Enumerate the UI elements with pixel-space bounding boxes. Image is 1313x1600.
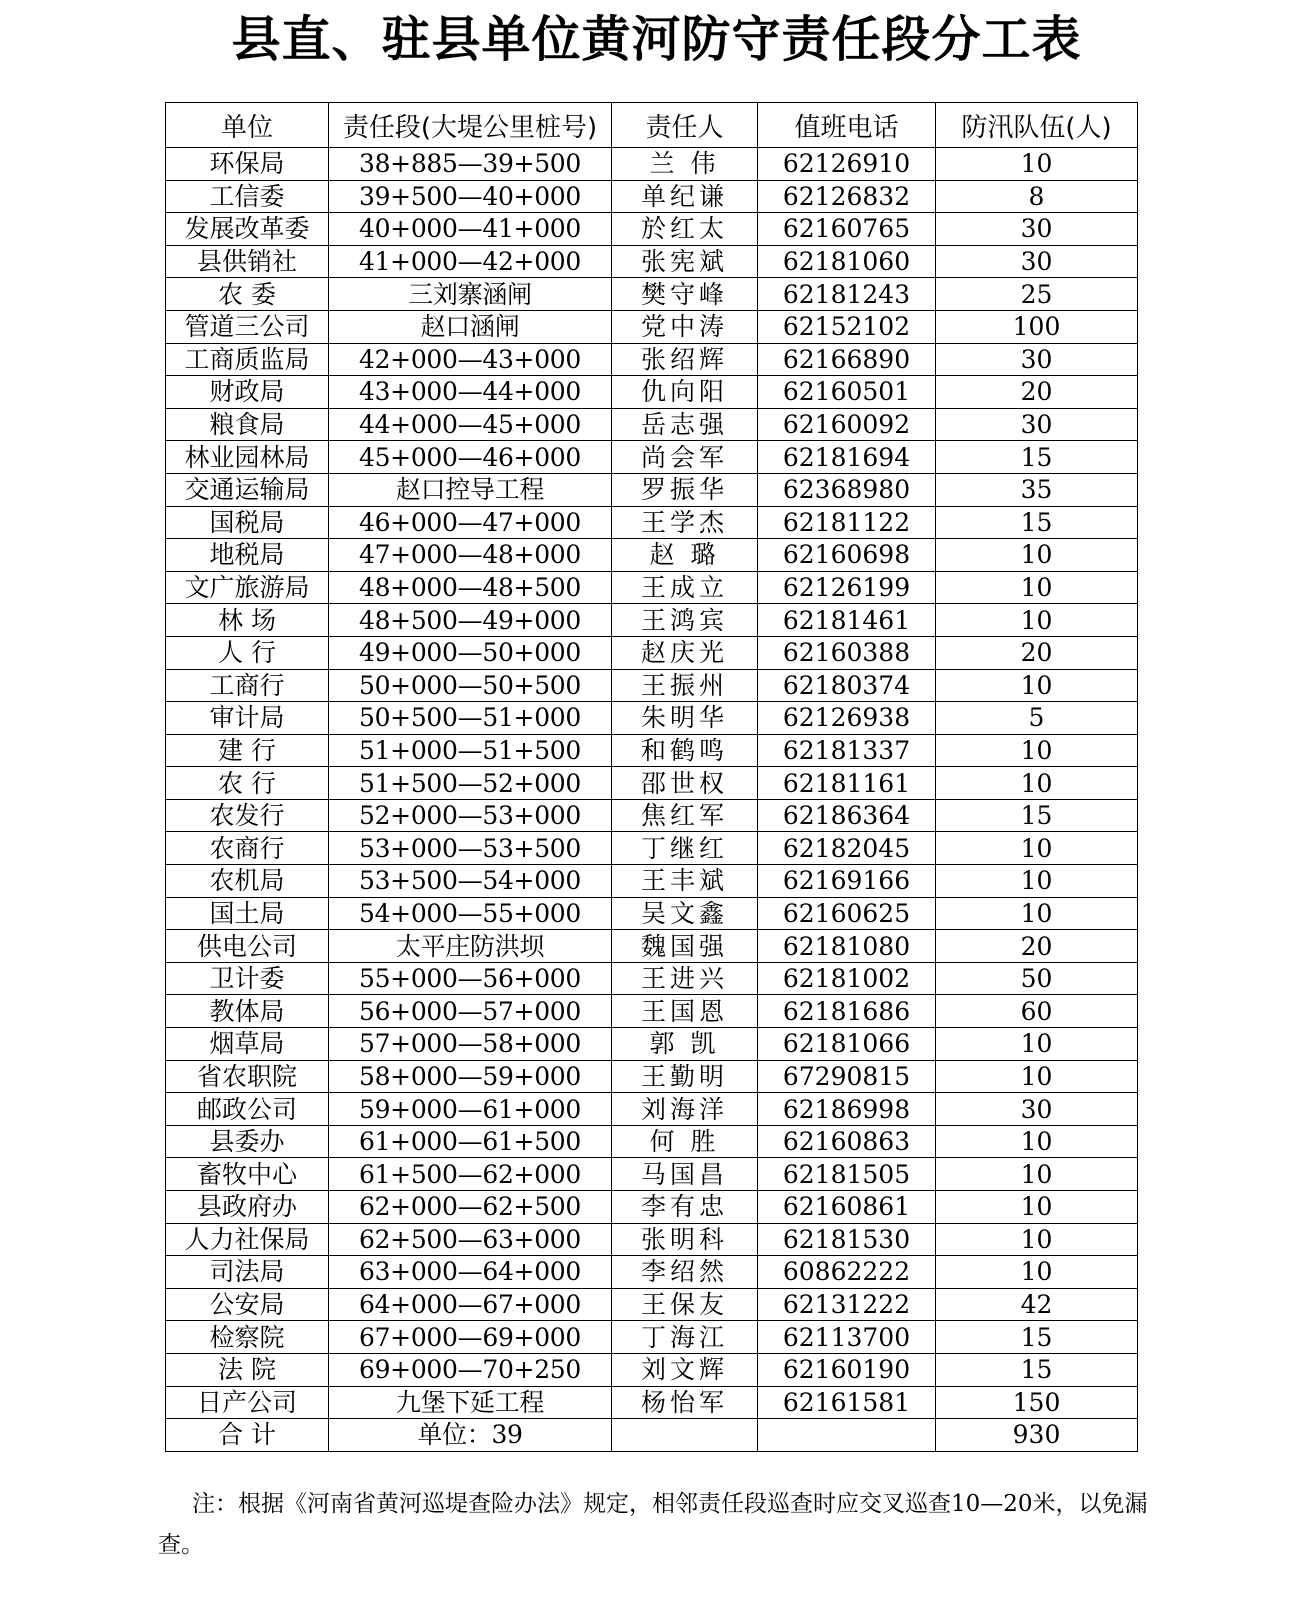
unit-cell: 交通运输局 xyxy=(166,473,329,506)
team-size-cell: 10 xyxy=(936,1028,1138,1061)
team-size-cell: 42 xyxy=(936,1288,1138,1321)
unit-cell: 国土局 xyxy=(166,897,329,930)
table-row xyxy=(166,1060,1138,1093)
team-size-cell: 30 xyxy=(936,408,1138,441)
team-size-cell: 15 xyxy=(936,506,1138,539)
unit-cell: 农 委 xyxy=(166,278,329,311)
person-cell: 刘文辉 xyxy=(612,1353,758,1386)
unit-cell: 农商行 xyxy=(166,832,329,865)
segment-cell: 38+885—39+500 xyxy=(329,148,612,181)
phone-cell: 62181694 xyxy=(758,441,936,474)
phone-cell: 62181505 xyxy=(758,1158,936,1191)
segment-cell: 39+500—40+000 xyxy=(329,180,612,213)
phone-cell: 62126832 xyxy=(758,180,936,213)
segment-cell: 51+000—51+500 xyxy=(329,734,612,767)
table-row xyxy=(166,148,1138,181)
unit-cell: 文广旅游局 xyxy=(166,571,329,604)
team-size-cell: 60 xyxy=(936,995,1138,1028)
person-cell: 李有忠 xyxy=(612,1191,758,1224)
table-row xyxy=(166,734,1138,767)
table-row xyxy=(166,702,1138,735)
unit-cell: 烟草局 xyxy=(166,1028,329,1061)
segment-cell: 67+000—69+000 xyxy=(329,1321,612,1354)
table-row xyxy=(166,669,1138,702)
phone-cell: 62169166 xyxy=(758,865,936,898)
unit-cell: 工商质监局 xyxy=(166,343,329,376)
phone-cell: 62181060 xyxy=(758,245,936,278)
person-cell: 吴文鑫 xyxy=(612,897,758,930)
team-size-cell: 30 xyxy=(936,1093,1138,1126)
table-row xyxy=(166,1353,1138,1386)
header-phone: 值班电话 xyxy=(758,103,936,148)
phone-cell: 62182045 xyxy=(758,832,936,865)
segment-cell: 59+000—61+000 xyxy=(329,1093,612,1126)
unit-cell: 公安局 xyxy=(166,1288,329,1321)
segment-cell: 48+000—48+500 xyxy=(329,571,612,604)
person-cell: 兰 伟 xyxy=(612,148,758,181)
person-cell: 王成立 xyxy=(612,571,758,604)
table-row xyxy=(166,897,1138,930)
header-segment: 责任段(大堤公里桩号) xyxy=(329,103,612,148)
segment-cell: 46+000—47+000 xyxy=(329,506,612,539)
table-row xyxy=(166,1158,1138,1191)
phone-cell: 62368980 xyxy=(758,473,936,506)
team-size-cell: 50 xyxy=(936,962,1138,995)
person-cell: 张绍辉 xyxy=(612,343,758,376)
person-cell: 张宪斌 xyxy=(612,245,758,278)
phone-cell: 62166890 xyxy=(758,343,936,376)
team-size-cell: 10 xyxy=(936,604,1138,637)
phone-cell: 62181161 xyxy=(758,767,936,800)
segment-cell: 61+000—61+500 xyxy=(329,1125,612,1158)
team-size-cell: 10 xyxy=(936,1060,1138,1093)
header-person: 责任人 xyxy=(612,103,758,148)
table-row xyxy=(166,604,1138,637)
table-body xyxy=(166,148,1138,1452)
person-cell: 丁海江 xyxy=(612,1321,758,1354)
segment-cell: 47+000—48+000 xyxy=(329,539,612,572)
person-cell: 王丰斌 xyxy=(612,865,758,898)
person-cell: 樊守峰 xyxy=(612,278,758,311)
table-row xyxy=(166,832,1138,865)
segment-cell: 50+000—50+500 xyxy=(329,669,612,702)
unit-cell: 县政府办 xyxy=(166,1191,329,1224)
phone-cell: 62181243 xyxy=(758,278,936,311)
phone-cell: 62181337 xyxy=(758,734,936,767)
team-size-cell: 35 xyxy=(936,473,1138,506)
unit-cell: 日产公司 xyxy=(166,1386,329,1419)
table-row xyxy=(166,245,1138,278)
team-size-cell: 15 xyxy=(936,1321,1138,1354)
phone-cell: 62181002 xyxy=(758,962,936,995)
person-cell: 张明科 xyxy=(612,1223,758,1256)
unit-cell: 粮食局 xyxy=(166,408,329,441)
table-row xyxy=(166,995,1138,1028)
table-row xyxy=(166,1223,1138,1256)
segment-cell: 56+000—57+000 xyxy=(329,995,612,1028)
unit-cell: 教体局 xyxy=(166,995,329,1028)
unit-cell: 农发行 xyxy=(166,799,329,832)
segment-cell: 43+000—44+000 xyxy=(329,376,612,409)
team-size-cell: 10 xyxy=(936,767,1138,800)
unit-cell: 国税局 xyxy=(166,506,329,539)
segment-cell: 64+000—67+000 xyxy=(329,1288,612,1321)
phone-cell: 62126938 xyxy=(758,702,936,735)
unit-cell: 司法局 xyxy=(166,1256,329,1289)
unit-cell: 发展改革委 xyxy=(166,213,329,246)
phone-cell: 67290815 xyxy=(758,1060,936,1093)
team-size-cell: 10 xyxy=(936,1125,1138,1158)
person-cell xyxy=(612,1419,758,1452)
segment-cell: 49+000—50+000 xyxy=(329,636,612,669)
unit-cell: 工商行 xyxy=(166,669,329,702)
phone-cell: 62181530 xyxy=(758,1223,936,1256)
table-row xyxy=(166,441,1138,474)
team-size-cell: 15 xyxy=(936,441,1138,474)
segment-cell: 50+500—51+000 xyxy=(329,702,612,735)
team-size-cell: 30 xyxy=(936,245,1138,278)
unit-cell: 审计局 xyxy=(166,702,329,735)
phone-cell: 62161581 xyxy=(758,1386,936,1419)
table-row xyxy=(166,310,1138,343)
table-row xyxy=(166,408,1138,441)
unit-cell: 县委办 xyxy=(166,1125,329,1158)
team-size-cell: 10 xyxy=(936,571,1138,604)
unit-cell: 省农职院 xyxy=(166,1060,329,1093)
phone-cell: 62160092 xyxy=(758,408,936,441)
segment-cell: 九堡下延工程 xyxy=(329,1386,612,1419)
team-size-cell: 10 xyxy=(936,897,1138,930)
table-row xyxy=(166,278,1138,311)
phone-cell: 62181122 xyxy=(758,506,936,539)
phone-cell: 62113700 xyxy=(758,1321,936,1354)
responsibility-table xyxy=(165,102,1138,1452)
person-cell: 杨怡军 xyxy=(612,1386,758,1419)
person-cell: 仇向阳 xyxy=(612,376,758,409)
team-size-cell: 8 xyxy=(936,180,1138,213)
segment-cell: 太平庄防洪坝 xyxy=(329,930,612,963)
phone-cell: 62160698 xyxy=(758,539,936,572)
team-size-cell: 150 xyxy=(936,1386,1138,1419)
unit-cell: 法 院 xyxy=(166,1353,329,1386)
phone-cell xyxy=(758,1419,936,1452)
table-row xyxy=(166,1288,1138,1321)
table-row xyxy=(166,180,1138,213)
phone-cell: 62181066 xyxy=(758,1028,936,1061)
unit-cell: 人力社保局 xyxy=(166,1223,329,1256)
unit-cell: 卫计委 xyxy=(166,962,329,995)
unit-cell: 供电公司 xyxy=(166,930,329,963)
team-size-cell: 30 xyxy=(936,213,1138,246)
table-row xyxy=(166,1256,1138,1289)
segment-cell: 54+000—55+000 xyxy=(329,897,612,930)
phone-cell: 62181461 xyxy=(758,604,936,637)
person-cell: 王学杰 xyxy=(612,506,758,539)
segment-cell: 51+500—52+000 xyxy=(329,767,612,800)
person-cell: 王国恩 xyxy=(612,995,758,1028)
unit-cell: 地税局 xyxy=(166,539,329,572)
team-size-cell: 10 xyxy=(936,1191,1138,1224)
person-cell: 尚会军 xyxy=(612,441,758,474)
unit-cell: 邮政公司 xyxy=(166,1093,329,1126)
team-size-cell: 10 xyxy=(936,148,1138,181)
header-team: 防汛队伍(人) xyxy=(936,103,1138,148)
segment-cell: 63+000—64+000 xyxy=(329,1256,612,1289)
team-size-cell: 15 xyxy=(936,1353,1138,1386)
segment-cell: 赵口涵闸 xyxy=(329,310,612,343)
person-cell: 王进兴 xyxy=(612,962,758,995)
person-cell: 於红太 xyxy=(612,213,758,246)
person-cell: 朱明华 xyxy=(612,702,758,735)
unit-cell: 农机局 xyxy=(166,865,329,898)
person-cell: 李绍然 xyxy=(612,1256,758,1289)
table-row xyxy=(166,636,1138,669)
person-cell: 单纪谦 xyxy=(612,180,758,213)
phone-cell: 62160501 xyxy=(758,376,936,409)
segment-cell: 52+000—53+000 xyxy=(329,799,612,832)
segment-cell: 53+500—54+000 xyxy=(329,865,612,898)
person-cell: 丁继红 xyxy=(612,832,758,865)
person-cell: 邵世权 xyxy=(612,767,758,800)
team-size-cell: 20 xyxy=(936,930,1138,963)
segment-cell: 赵口控导工程 xyxy=(329,473,612,506)
unit-cell: 建 行 xyxy=(166,734,329,767)
table-row xyxy=(166,1321,1138,1354)
phone-cell: 62160863 xyxy=(758,1125,936,1158)
team-size-cell: 15 xyxy=(936,799,1138,832)
phone-cell: 62186364 xyxy=(758,799,936,832)
team-size-cell: 20 xyxy=(936,636,1138,669)
person-cell: 魏国强 xyxy=(612,930,758,963)
person-cell: 郭 凯 xyxy=(612,1028,758,1061)
table-row xyxy=(166,799,1138,832)
segment-cell: 69+000—70+250 xyxy=(329,1353,612,1386)
phone-cell: 62126199 xyxy=(758,571,936,604)
phone-cell: 62186998 xyxy=(758,1093,936,1126)
person-cell: 王保友 xyxy=(612,1288,758,1321)
table-row xyxy=(166,213,1138,246)
table-row xyxy=(166,1093,1138,1126)
segment-cell: 三刘寨涵闸 xyxy=(329,278,612,311)
table-row xyxy=(166,376,1138,409)
person-cell: 马国昌 xyxy=(612,1158,758,1191)
unit-cell: 林业园林局 xyxy=(166,441,329,474)
team-size-cell: 20 xyxy=(936,376,1138,409)
team-size-cell: 930 xyxy=(936,1419,1138,1452)
team-size-cell: 100 xyxy=(936,310,1138,343)
table-row xyxy=(166,1125,1138,1158)
phone-cell: 62181686 xyxy=(758,995,936,1028)
team-size-cell: 10 xyxy=(936,669,1138,702)
phone-cell: 62181080 xyxy=(758,930,936,963)
unit-cell: 县供销社 xyxy=(166,245,329,278)
phone-cell: 62160190 xyxy=(758,1353,936,1386)
table-row xyxy=(166,1419,1138,1452)
person-cell: 岳志强 xyxy=(612,408,758,441)
team-size-cell: 10 xyxy=(936,865,1138,898)
phone-cell: 62160625 xyxy=(758,897,936,930)
team-size-cell: 10 xyxy=(936,1256,1138,1289)
person-cell: 罗振华 xyxy=(612,473,758,506)
segment-cell: 41+000—42+000 xyxy=(329,245,612,278)
person-cell: 王振州 xyxy=(612,669,758,702)
person-cell: 赵庆光 xyxy=(612,636,758,669)
phone-cell: 62160388 xyxy=(758,636,936,669)
person-cell: 刘海洋 xyxy=(612,1093,758,1126)
unit-cell: 管道三公司 xyxy=(166,310,329,343)
phone-cell: 62180374 xyxy=(758,669,936,702)
footnote: 注：根据《河南省黄河巡堤查险办法》规定，相邻责任段巡查时应交叉巡查10—20米，以免漏查。 xyxy=(158,1491,1148,1558)
unit-cell: 农 行 xyxy=(166,767,329,800)
page-title: 县直、驻县单位黄河防守责任段分工表 xyxy=(231,11,1082,68)
header-unit: 单位 xyxy=(166,103,329,148)
person-cell: 何 胜 xyxy=(612,1125,758,1158)
phone-cell: 62152102 xyxy=(758,310,936,343)
segment-cell: 57+000—58+000 xyxy=(329,1028,612,1061)
table-row xyxy=(166,962,1138,995)
table-row xyxy=(166,571,1138,604)
table-row xyxy=(166,1386,1138,1419)
table-row xyxy=(166,1191,1138,1224)
team-size-cell: 10 xyxy=(936,832,1138,865)
table-row xyxy=(166,506,1138,539)
segment-cell: 40+000—41+000 xyxy=(329,213,612,246)
table-row xyxy=(166,539,1138,572)
person-cell: 和鹤鸣 xyxy=(612,734,758,767)
table-row xyxy=(166,343,1138,376)
segment-cell: 61+500—62+000 xyxy=(329,1158,612,1191)
unit-cell: 林 场 xyxy=(166,604,329,637)
phone-cell: 62131222 xyxy=(758,1288,936,1321)
table-row xyxy=(166,767,1138,800)
team-size-cell: 30 xyxy=(936,343,1138,376)
person-cell: 王鸿宾 xyxy=(612,604,758,637)
unit-cell: 财政局 xyxy=(166,376,329,409)
person-cell: 赵 璐 xyxy=(612,539,758,572)
table-header-row xyxy=(166,103,1138,148)
unit-cell: 检察院 xyxy=(166,1321,329,1354)
segment-cell: 单位：39 xyxy=(329,1419,612,1452)
table-row xyxy=(166,930,1138,963)
table-row xyxy=(166,473,1138,506)
team-size-cell: 10 xyxy=(936,539,1138,572)
segment-cell: 42+000—43+000 xyxy=(329,343,612,376)
phone-cell: 62126910 xyxy=(758,148,936,181)
team-size-cell: 10 xyxy=(936,1223,1138,1256)
unit-cell: 畜牧中心 xyxy=(166,1158,329,1191)
unit-cell: 工信委 xyxy=(166,180,329,213)
person-cell: 焦红军 xyxy=(612,799,758,832)
segment-cell: 62+000—62+500 xyxy=(329,1191,612,1224)
segment-cell: 48+500—49+000 xyxy=(329,604,612,637)
phone-cell: 60862222 xyxy=(758,1256,936,1289)
person-cell: 党中涛 xyxy=(612,310,758,343)
unit-cell: 人 行 xyxy=(166,636,329,669)
segment-cell: 58+000—59+000 xyxy=(329,1060,612,1093)
phone-cell: 62160765 xyxy=(758,213,936,246)
segment-cell: 53+000—53+500 xyxy=(329,832,612,865)
segment-cell: 55+000—56+000 xyxy=(329,962,612,995)
person-cell: 王勤明 xyxy=(612,1060,758,1093)
phone-cell: 62160861 xyxy=(758,1191,936,1224)
team-size-cell: 5 xyxy=(936,702,1138,735)
team-size-cell: 10 xyxy=(936,1158,1138,1191)
unit-cell: 合 计 xyxy=(166,1419,329,1452)
team-size-cell: 10 xyxy=(936,734,1138,767)
segment-cell: 62+500—63+000 xyxy=(329,1223,612,1256)
segment-cell: 45+000—46+000 xyxy=(329,441,612,474)
segment-cell: 44+000—45+000 xyxy=(329,408,612,441)
unit-cell: 环保局 xyxy=(166,148,329,181)
team-size-cell: 25 xyxy=(936,278,1138,311)
table-row xyxy=(166,865,1138,898)
table-row xyxy=(166,1028,1138,1061)
